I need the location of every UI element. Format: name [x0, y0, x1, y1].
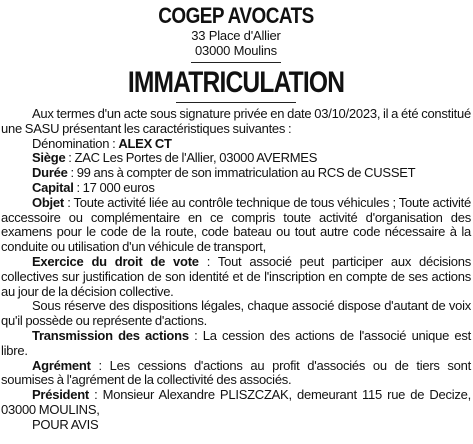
firm-address-street: 33 Place d'Allier [191, 28, 281, 43]
siege-value: : ZAC Les Portes de l'Allier, 03000 AVERMES [65, 150, 318, 166]
vote-value: : Tout associé peut participer aux décisions collectives sur justification de son identité et de l'inscription en compte de ses actions au jour de la décision collective. [1, 253, 472, 299]
transmission-value: : La cession des actions de l'associé unique est libre. [1, 327, 471, 358]
header-divider [191, 62, 281, 63]
notice-body [1, 107, 471, 433]
president-label: Président [32, 387, 89, 403]
president-value: : Monsieur Alexandre PLISZCZAK, demeurant 115 rue de Decize, 03000 MOULINS, [1, 387, 471, 417]
denomination-line [1, 137, 471, 152]
agrement-paragraph [1, 359, 471, 389]
objet-value: : Toute activité liée au contrôle technique de tous véhicules ; Toute activité accessoire ou complémentaire en ce compris toute activité d'organisation des examens pour le code de la route, code bateau ou tout autre code nécessaire à la conduite ou utilisation d'un véhicule de transport, [1, 194, 471, 255]
vote-paragraph [1, 255, 471, 299]
duree-label: Durée [32, 165, 68, 181]
agrement-value: : Les cessions d'actions au profit d'associés ou de tiers sont soumises à l'agrément de la collectivité des associés. [1, 357, 471, 388]
denomination-value: ALEX CT [118, 135, 172, 151]
siege-label: Siège [32, 150, 66, 166]
intro-paragraph: Aux termes d'un acte sous signature privée en date 03/10/2023, il a été constitué une SASU présentant les caractéristiques suivantes : [1, 106, 471, 136]
duree-line [1, 166, 471, 181]
duree-value: : 99 ans à compter de son immatriculation au RCS de CUSSET [67, 165, 416, 181]
notice-header [1, 4, 471, 103]
transmission-paragraph [1, 329, 471, 359]
president-paragraph [1, 388, 471, 418]
closing-line: POUR AVIS [32, 416, 99, 432]
capital-line [1, 181, 471, 196]
agrement-label: Agrément [32, 357, 91, 373]
title-divider [176, 102, 296, 103]
objet-paragraph [1, 196, 471, 255]
firm-name: COGEP AVOCATS [158, 3, 314, 28]
denomination-label: Dénomination : [32, 135, 116, 151]
capital-value: : 17 000 euros [73, 179, 155, 195]
voix-paragraph: Sous réserve des dispositions légales, chaque associé dispose d'autant de voix qu'il possède ou représente d'actions. [1, 298, 471, 329]
objet-label: Objet [32, 194, 64, 210]
capital-label: Capital [32, 179, 74, 195]
notice-title: IMMATRICULATION [127, 66, 345, 99]
siege-line [1, 151, 471, 166]
vote-label: Exercice du droit de vote [32, 253, 199, 269]
transmission-label: Transmission des actions [32, 327, 189, 343]
firm-address-city: 03000 Moulins [195, 43, 277, 58]
